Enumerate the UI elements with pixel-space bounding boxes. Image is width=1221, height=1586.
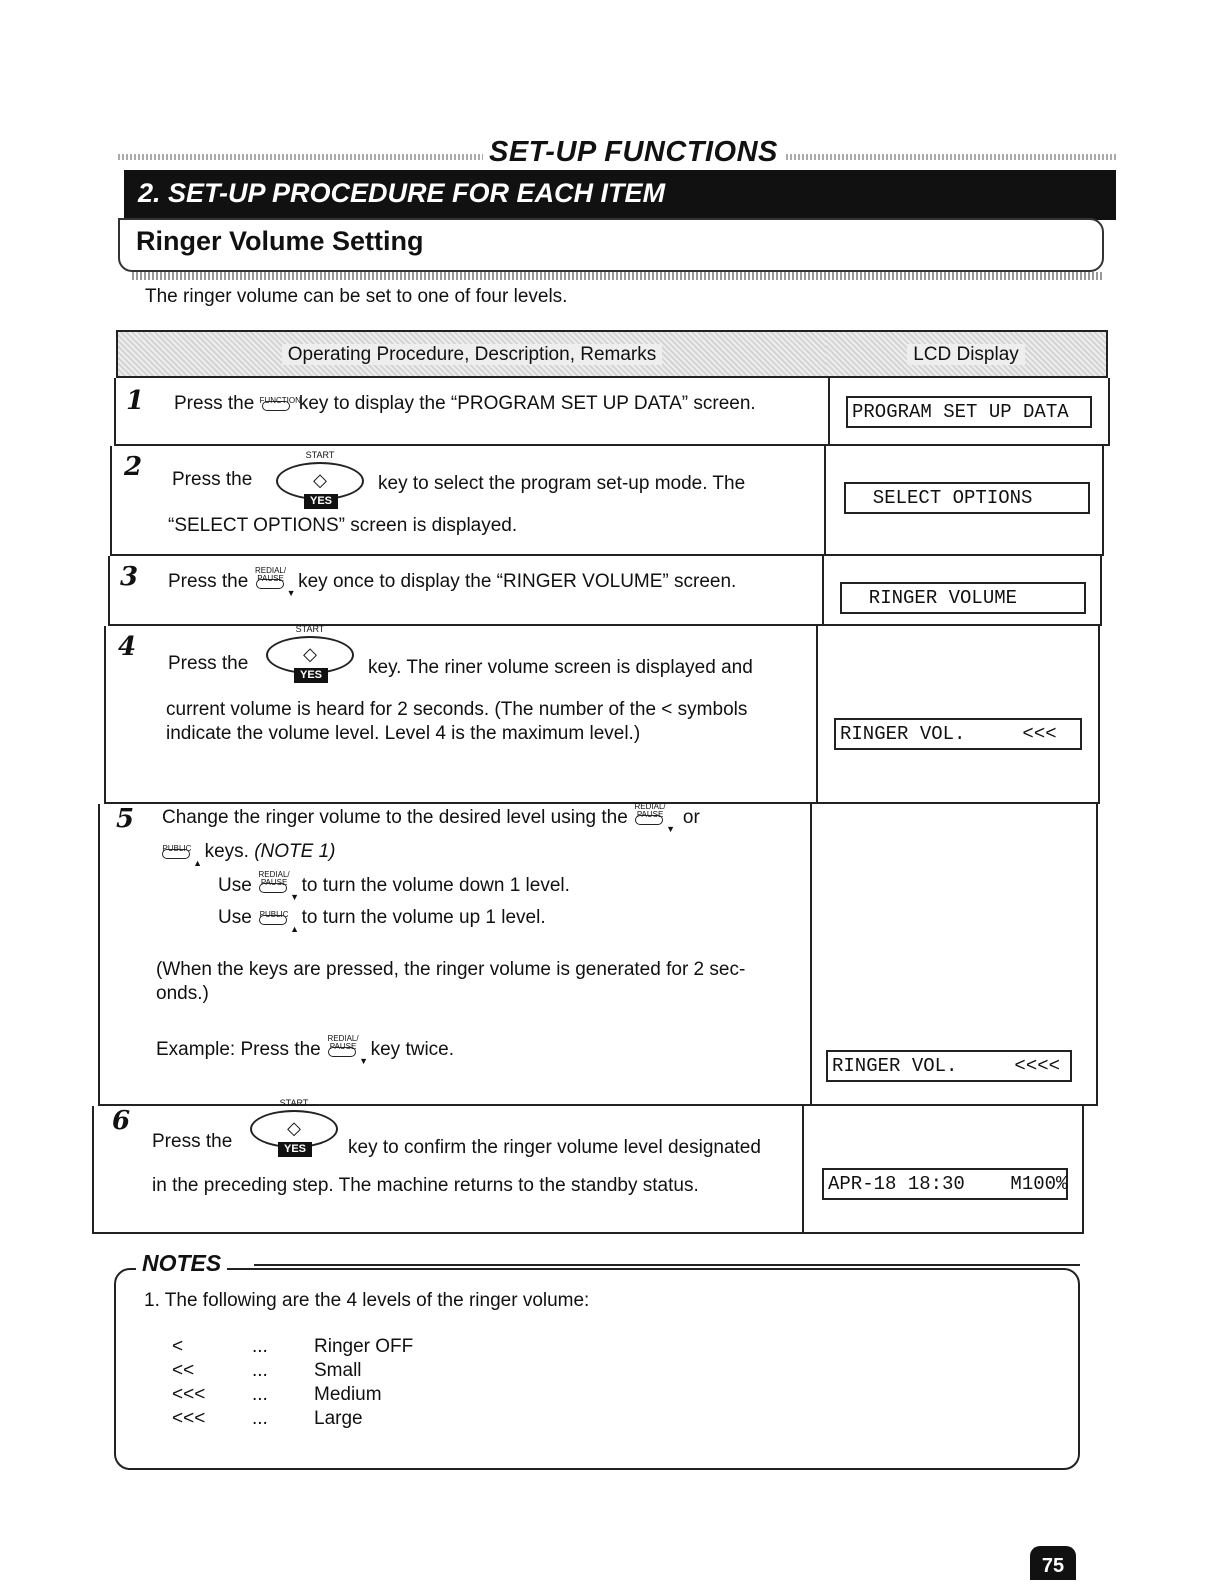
redial-pause-down-key-icon: REDIAL/ PAUSE ▼ bbox=[634, 801, 676, 834]
note-item-1: 1. The following are the 4 levels of the ringer volume: bbox=[144, 1290, 590, 1311]
start-key-icon: START ◇ YES bbox=[246, 1098, 342, 1158]
page-number: 75 bbox=[1030, 1546, 1076, 1580]
level-label: Large bbox=[314, 1408, 363, 1429]
subsection-box bbox=[118, 218, 1104, 272]
level-label: Ringer OFF bbox=[314, 1336, 414, 1357]
level-symbol: << bbox=[172, 1360, 195, 1381]
step-number: 6 bbox=[112, 1106, 131, 1136]
start-key-icon: START ◇ YES bbox=[262, 624, 358, 684]
step-number: 4 bbox=[118, 632, 137, 662]
step-row-2: 2 Press the START ◇ YES key to select the program set-up mode. The “SELECT OPTIONS” screen is displayed. SELECT OPTIONS bbox=[110, 446, 1104, 556]
column-header-lcd: LCD Display bbox=[826, 330, 1108, 378]
step-row-4: 4 Press the START ◇ YES key. The riner volume screen is displayed and current volume is heard for 2 seconds. (The number of the < symbols indicate the volume level. Level 4 is the maximum level.) RINGER VOL. <<< bbox=[104, 626, 1100, 804]
step-text: Press the REDIAL/ PAUSE ▼ key once to display the “RINGER VOLUME” screen. bbox=[168, 565, 737, 598]
section-title bbox=[118, 136, 1118, 170]
lcd-display: PROGRAM SET UP DATA bbox=[846, 396, 1092, 428]
redial-pause-down-key-icon: REDIAL/ PAUSE ▼ bbox=[258, 869, 300, 902]
column-header-procedure: Operating Procedure, Description, Remarks bbox=[116, 330, 828, 378]
start-key-icon: START ◇ YES bbox=[272, 450, 368, 510]
notes-box: NOTES 1. The following are the 4 levels of the ringer volume: < ... Ringer OFF << ... Small <<< ... Medium <<< ... Large bbox=[114, 1250, 1080, 1470]
level-symbol: <<< bbox=[172, 1408, 206, 1429]
level-symbol: <<< bbox=[172, 1384, 206, 1405]
step-row-6: 6 Press the START ◇ YES key to confirm the ringer volume level designated in the preceding step. The machine returns to the standby status. APR-18 18:30 M100% bbox=[92, 1106, 1084, 1234]
public-up-key-icon: PUBLIC ▲ bbox=[162, 843, 202, 868]
step-row-5: 5 Change the ringer volume to the desired level using the REDIAL/ PAUSE ▼ or PUBLIC ▲ keys. (NOTE 1) Use REDIAL/ PAUSE ▼ to turn the volume down 1 level. Use PUBLIC ▲ to turn the volume up 1 level. (When the keys are pressed, the ringer volume is generated for 2 sec- onds.) Example: Press the REDIAL/ PAUSE ▼ key twice. RINGER VOL. <<<< bbox=[98, 804, 1098, 1106]
step-number: 3 bbox=[120, 562, 139, 592]
intro-text: The ringer volume can be set to one of four levels. bbox=[145, 286, 568, 307]
step-text: Change the ringer volume to the desired level using the REDIAL/ PAUSE ▼ or bbox=[162, 801, 700, 834]
lcd-display: RINGER VOL. <<<< bbox=[826, 1050, 1072, 1082]
title-rule-right bbox=[758, 154, 1118, 160]
lcd-display: RINGER VOL. <<< bbox=[834, 718, 1082, 750]
subsection-title: Ringer Volume Setting bbox=[136, 226, 424, 256]
step-number: 2 bbox=[124, 452, 143, 482]
level-label: Medium bbox=[314, 1384, 382, 1405]
redial-pause-down-key-icon: REDIAL/ PAUSE ▼ bbox=[254, 565, 296, 598]
redial-pause-down-key-icon: REDIAL/ PAUSE ▼ bbox=[327, 1033, 369, 1066]
lcd-display: SELECT OPTIONS bbox=[844, 482, 1090, 514]
title-rule-left bbox=[118, 154, 488, 160]
step-number: 5 bbox=[116, 804, 135, 834]
step-text: Press the FUNCTION key to display the “PROGRAM SET UP DATA” screen. bbox=[174, 393, 756, 414]
section-title-text: SET-UP FUNCTIONS bbox=[483, 136, 784, 169]
step-row-1 bbox=[114, 378, 1110, 446]
note-ref: (NOTE 1) bbox=[254, 841, 336, 862]
public-up-key-icon: PUBLIC ▲ bbox=[259, 909, 300, 934]
chapter-heading: 2. SET-UP PROCEDURE FOR EACH ITEM bbox=[124, 170, 1116, 220]
level-symbol: < bbox=[172, 1336, 184, 1357]
lcd-display: RINGER VOLUME bbox=[840, 582, 1086, 614]
level-label: Small bbox=[314, 1360, 362, 1381]
step-number: 1 bbox=[126, 386, 145, 416]
step-row-3 bbox=[108, 556, 1102, 626]
function-key-icon: FUNCTION bbox=[260, 395, 294, 413]
lcd-display: APR-18 18:30 M100% bbox=[822, 1168, 1068, 1200]
notes-title: NOTES bbox=[136, 1250, 227, 1277]
